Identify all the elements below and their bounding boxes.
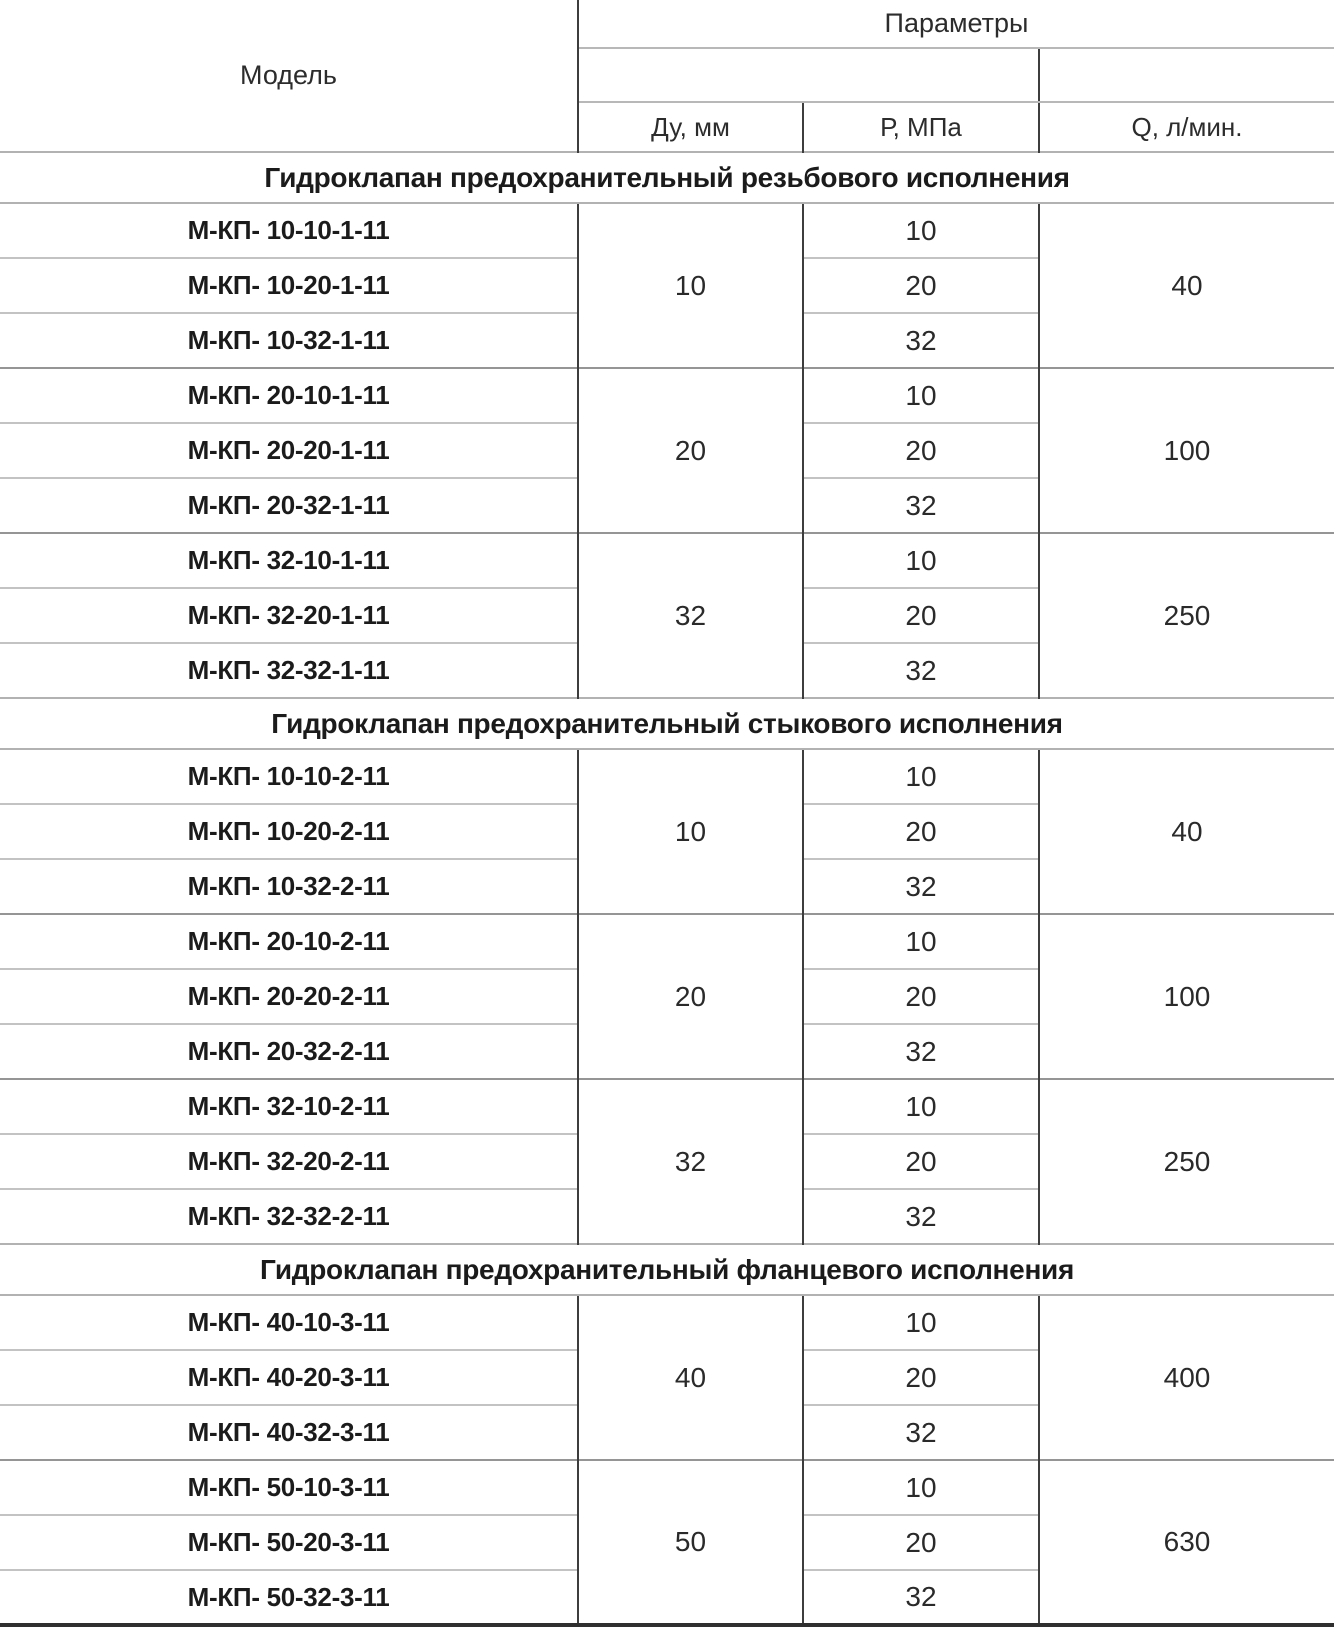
q-cell: 40 <box>1171 269 1203 301</box>
model-cell: М-КП- 50-32-3-11 <box>0 1570 578 1625</box>
model-cell: М-КП- 10-10-2-11 <box>0 749 578 804</box>
q-cell: 100 <box>1039 368 1334 533</box>
header-spacer-left <box>578 48 1039 102</box>
model-cell: М-КП- 40-10-3-11 <box>0 1295 578 1350</box>
p-cell: 10 <box>803 1079 1039 1134</box>
model-cell: М-КП- 32-20-1-11 <box>0 588 578 643</box>
section-title-row <box>0 1244 1334 1295</box>
model-cell: М-КП- 32-32-2-11 <box>0 1189 578 1244</box>
model-cell: М-КП- 40-32-3-11 <box>0 1405 578 1460</box>
p-cell: 10 <box>803 1460 1039 1515</box>
p-cell: 32 <box>803 1570 1039 1625</box>
p-cell: 20 <box>803 969 1039 1024</box>
model-cell: М-КП- 32-10-2-11 <box>0 1079 578 1134</box>
model-cell: М-КП- 32-20-2-11 <box>0 1134 578 1189</box>
model-cell: М-КП- 32-32-1-11 <box>0 643 578 698</box>
p-cell: 32 <box>803 1024 1039 1079</box>
p-cell: 10 <box>803 203 1039 258</box>
table-row <box>0 533 1334 588</box>
du-cell: 40 <box>578 1295 803 1460</box>
p-cell: 32 <box>803 643 1039 698</box>
model-cell: М-КП- 20-20-2-11 <box>0 969 578 1024</box>
du-cell: 10 <box>578 203 803 368</box>
section-title: Гидроклапан предохранительный стыкового исполнения <box>0 698 1334 749</box>
p-cell: 10 <box>803 1295 1039 1350</box>
header-spacer-right <box>1039 48 1334 102</box>
model-cell: М-КП- 20-10-2-11 <box>0 914 578 969</box>
p-cell: 32 <box>803 1189 1039 1244</box>
p-cell: 32 <box>803 859 1039 914</box>
du-cell: 32 <box>578 533 803 698</box>
p-cell: 10 <box>803 914 1039 969</box>
p-cell: 32 <box>803 478 1039 533</box>
model-cell: М-КП- 50-20-3-11 <box>0 1515 578 1570</box>
q-cell: 630 <box>1039 1460 1334 1625</box>
du-cell: 50 <box>578 1460 803 1625</box>
model-cell: М-КП- 10-32-2-11 <box>0 859 578 914</box>
model-cell: М-КП- 10-32-1-11 <box>0 313 578 368</box>
q-cell: 100 <box>1039 914 1334 1079</box>
p-cell: 20 <box>803 258 1039 313</box>
p-cell: 32 <box>803 1405 1039 1460</box>
header-parameters: Параметры <box>578 0 1334 48</box>
p-cell: 20 <box>803 1134 1039 1189</box>
section-title: Гидроклапан предохранительный резьбового исполнения <box>0 152 1334 203</box>
du-cell: 32 <box>578 1079 803 1244</box>
p-cell: 20 <box>803 588 1039 643</box>
q-cell: 40 <box>1171 815 1203 847</box>
table-row <box>0 368 1334 423</box>
du-cell: 20 <box>578 914 803 1079</box>
section-title-row <box>0 698 1334 749</box>
q-cell: 250 <box>1039 1079 1334 1244</box>
model-cell: М-КП- 20-32-2-11 <box>0 1024 578 1079</box>
model-cell: М-КП- 50-10-3-11 <box>0 1460 578 1515</box>
model-cell: М-КП- 10-20-2-11 <box>0 804 578 859</box>
table-row <box>0 1295 1334 1350</box>
p-cell: 10 <box>803 533 1039 588</box>
p-cell: 32 <box>803 313 1039 368</box>
table-row <box>0 203 1334 258</box>
table-row <box>0 1079 1334 1134</box>
model-cell: М-КП- 40-20-3-11 <box>0 1350 578 1405</box>
header-model: Модель <box>0 0 578 152</box>
p-cell: 10 <box>803 749 1039 804</box>
p-cell: 20 <box>803 1350 1039 1405</box>
header-row-1 <box>0 0 1334 48</box>
model-cell: М-КП- 20-10-1-11 <box>0 368 578 423</box>
du-cell: 10 <box>578 749 803 914</box>
p-cell: 20 <box>803 1515 1039 1570</box>
model-cell: М-КП- 20-32-1-11 <box>0 478 578 533</box>
header-du: Ду, мм <box>578 102 803 152</box>
table-row <box>0 749 1334 804</box>
model-cell: М-КП- 20-20-1-11 <box>0 423 578 478</box>
p-cell: 10 <box>803 368 1039 423</box>
model-cell: М-КП- 10-10-1-11 <box>0 203 578 258</box>
model-cell: М-КП- 10-20-1-11 <box>0 258 578 313</box>
model-cell: М-КП- 32-10-1-11 <box>0 533 578 588</box>
section-title: Гидроклапан предохранительный фланцевого исполнения <box>0 1244 1334 1295</box>
table-row <box>0 1460 1334 1515</box>
table-row <box>0 914 1334 969</box>
p-cell: 20 <box>803 423 1039 478</box>
section-title-row <box>0 152 1334 203</box>
header-q: Q, л/мин. <box>1131 111 1243 142</box>
p-cell: 20 <box>803 804 1039 859</box>
du-cell: 20 <box>578 368 803 533</box>
header-p: Р, МПа <box>803 102 1039 152</box>
q-cell: 250 <box>1039 533 1334 698</box>
q-cell: 400 <box>1163 1361 1211 1393</box>
